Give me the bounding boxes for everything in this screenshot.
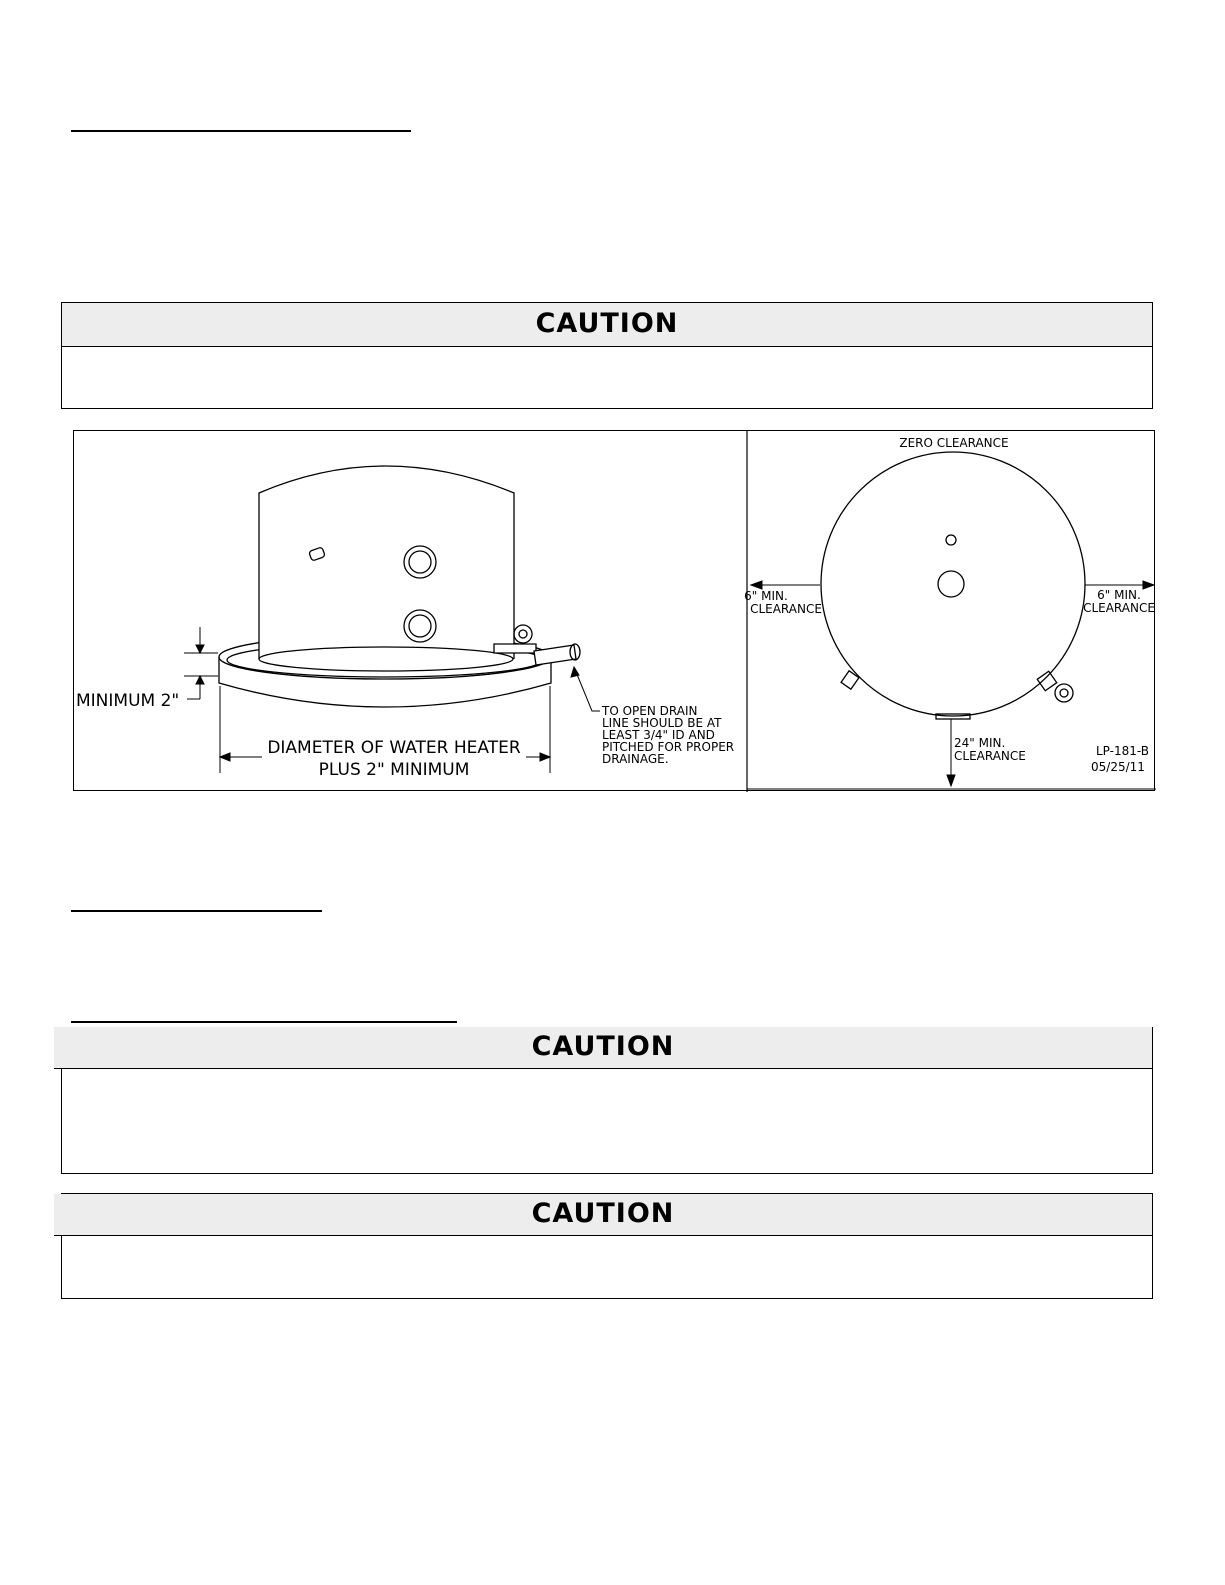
drain-leader bbox=[571, 667, 600, 711]
caution-heading: CAUTION bbox=[62, 303, 1152, 347]
drain-note-line1: TO OPEN DRAIN bbox=[602, 704, 698, 718]
drain-note-line2: LINE SHOULD BE AT bbox=[602, 716, 722, 730]
minimum-label: MINIMUM 2" bbox=[76, 691, 180, 711]
water-heater-side-view bbox=[219, 466, 580, 707]
figure-svg bbox=[74, 431, 1156, 792]
caution-box-3 bbox=[61, 1193, 1153, 1299]
section-heading-underline-2 bbox=[71, 910, 322, 912]
zero-clearance-label: ZERO CLEARANCE bbox=[899, 436, 1009, 450]
drawing-date: 05/25/11 bbox=[1091, 760, 1145, 774]
installation-figure bbox=[73, 430, 1155, 791]
left-clearance-line2: CLEARANCE bbox=[750, 602, 822, 616]
drain-note-line5: DRAINAGE. bbox=[602, 752, 669, 766]
caution-box-1 bbox=[61, 302, 1153, 409]
left-clearance-line1: 6" MIN. bbox=[744, 589, 788, 603]
caution-heading: CAUTION bbox=[54, 1194, 1152, 1236]
right-clearance-line1: 6" MIN. bbox=[1097, 588, 1141, 602]
top-drain-valve bbox=[1055, 684, 1073, 702]
diameter-label-line2: PLUS 2" MINIMUM bbox=[318, 760, 470, 780]
heater-circle bbox=[821, 452, 1085, 716]
heater-body bbox=[259, 466, 514, 659]
right-clearance-line2: CLEARANCE bbox=[1083, 601, 1155, 615]
section-heading-underline-1 bbox=[71, 130, 411, 132]
drain-note-line3: LEAST 3/4" ID AND bbox=[602, 728, 715, 742]
drain-note-line4: PITCHED FOR PROPER bbox=[602, 740, 735, 754]
drain-valve bbox=[514, 625, 532, 643]
small-port bbox=[946, 535, 956, 545]
bottom-clearance-line2: CLEARANCE bbox=[954, 749, 1026, 763]
caution-box-2 bbox=[61, 1027, 1153, 1174]
section-heading-underline-3 bbox=[71, 1021, 457, 1023]
diameter-label-line1: DIAMETER OF WATER HEATER bbox=[267, 738, 521, 758]
minimum-dimension bbox=[184, 627, 218, 699]
drawing-number: LP-181-B bbox=[1096, 744, 1150, 758]
large-port bbox=[938, 571, 964, 597]
bottom-clearance-line1: 24" MIN. bbox=[954, 736, 1006, 750]
caution-heading: CAUTION bbox=[54, 1027, 1152, 1069]
water-heater-top-view bbox=[821, 452, 1085, 719]
left-clearance-arrow bbox=[751, 581, 820, 589]
